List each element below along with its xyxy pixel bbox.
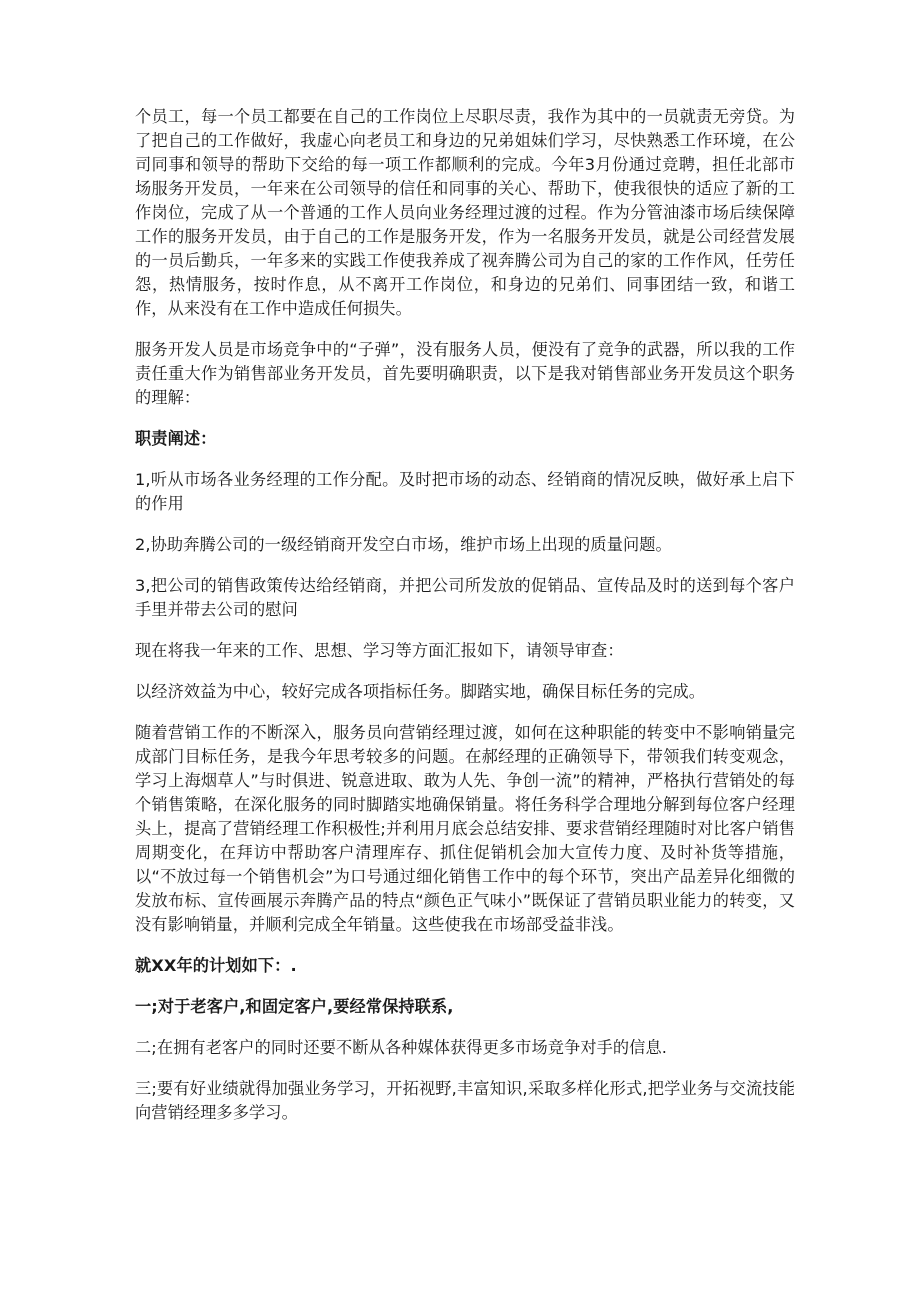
section-heading-duties: 职责阐述： [135,429,217,448]
document-body [135,105,795,1142]
section-heading-plan: 就XX年的计划如下：. [135,956,297,975]
paragraph-intro: 个员工，每一个员工都要在自己的工作岗位上尽职尽责，我作为其中的一员就责无旁贷。为了把自己的工作做好，我虚心向老员工和身边的兄弟姐妹们学习，尽快熟悉工作环境，在公司同事和领导的帮助下交给的每一项工作都顺利的完成。今年3月份通过竞聘，担任北部市场服务开发员，一年来在公司领导的信任和同事的关心、帮助下，使我很快的适应了新的工作岗位，完成了从一个普通的工作人员向业务经理过渡的过程。作为分管油漆市场后续保障工作的服务开发员，由于自己的工作是服务开发，作为一名服务开发员，就是公司经营发展的一员后勤兵，一年多来的实践工作使我养成了视奔腾公司为自己的家的工作作风，任劳任怨，热情服务，按时作息，从不离开工作岗位，和身边的兄弟们、同事团结一致，和谐工作，从来没有在工作中造成任何损失。 [135,107,795,318]
paragraph-role: 服务开发人员是市场竞争中的“子弹”，没有服务人员，便没有了竞争的武器，所以我的工作责任重大作为销售部业务开发员，首先要明确职责，以下是我对销售部业务开发员这个职务的理解： [135,340,795,407]
paragraph-marketing: 随着营销工作的不断深入，服务员向营销经理过渡，如何在这种职能的转变中不影响销量完成部门目标任务，是我今年思考较多的问题。在郝经理的正确领导下，带领我们转变观念，学习上海烟草人”与时俱进、锐意进取、敢为人先、争创一流”的精神，严格执行营销处的每个销售策略，在深化服务的同时脚踏实地确保销量。将任务科学合理地分解到每位客户经理头上，提高了营销经理工作积极性;并利用月底会总结安排、要求营销经理随时对比客户销售周期变化，在拜访中帮助客户清理库存、抓住促销机会加大宣传力度、及时补货等措施，以“不放过每一个销售机会”为口号通过细化销售工作中的每个环节，突出产品差异化细微的发放布标、宣传画展示奔腾产品的特点“颜色正气味小”既保证了营销员职业能力的转变，又没有影响销量，并顺利完成全年销量。这些使我在市场部受益非浅。 [135,723,795,934]
plan-item-1: 一;对于老客户,和固定客户,要经常保持联系, [135,997,454,1016]
duty-item-2: 2,协助奔腾公司的一级经销商开发空白市场，维护市场上出现的质量问题。 [135,535,672,554]
plan-item-2: 二;在拥有老客户的同时还要不断从各种媒体获得更多市场竞争对手的信息. [135,1038,667,1057]
duty-item-1: 1,听从市场各业务经理的工作分配。及时把市场的动态、经销商的情况反映，做好承上启下的作用 [135,470,795,513]
plan-item-3: 三;要有好业绩就得加强业务学习，开拓视野,丰富知识,采取多样化形式,把学业务与交流技能向营销经理多多学习。 [135,1079,795,1122]
duty-item-3: 3,把公司的销售政策传达给经销商，并把公司所发放的促销品、宣传品及时的送到每个客户手里并带去公司的慰问 [135,576,795,619]
paragraph-report-intro: 现在将我一年来的工作、思想、学习等方面汇报如下，请领导审查： [135,641,624,660]
paragraph-economic-focus: 以经济效益为中心，较好完成各项指标任务。脚踏实地，确保目标任务的完成。 [135,682,706,701]
